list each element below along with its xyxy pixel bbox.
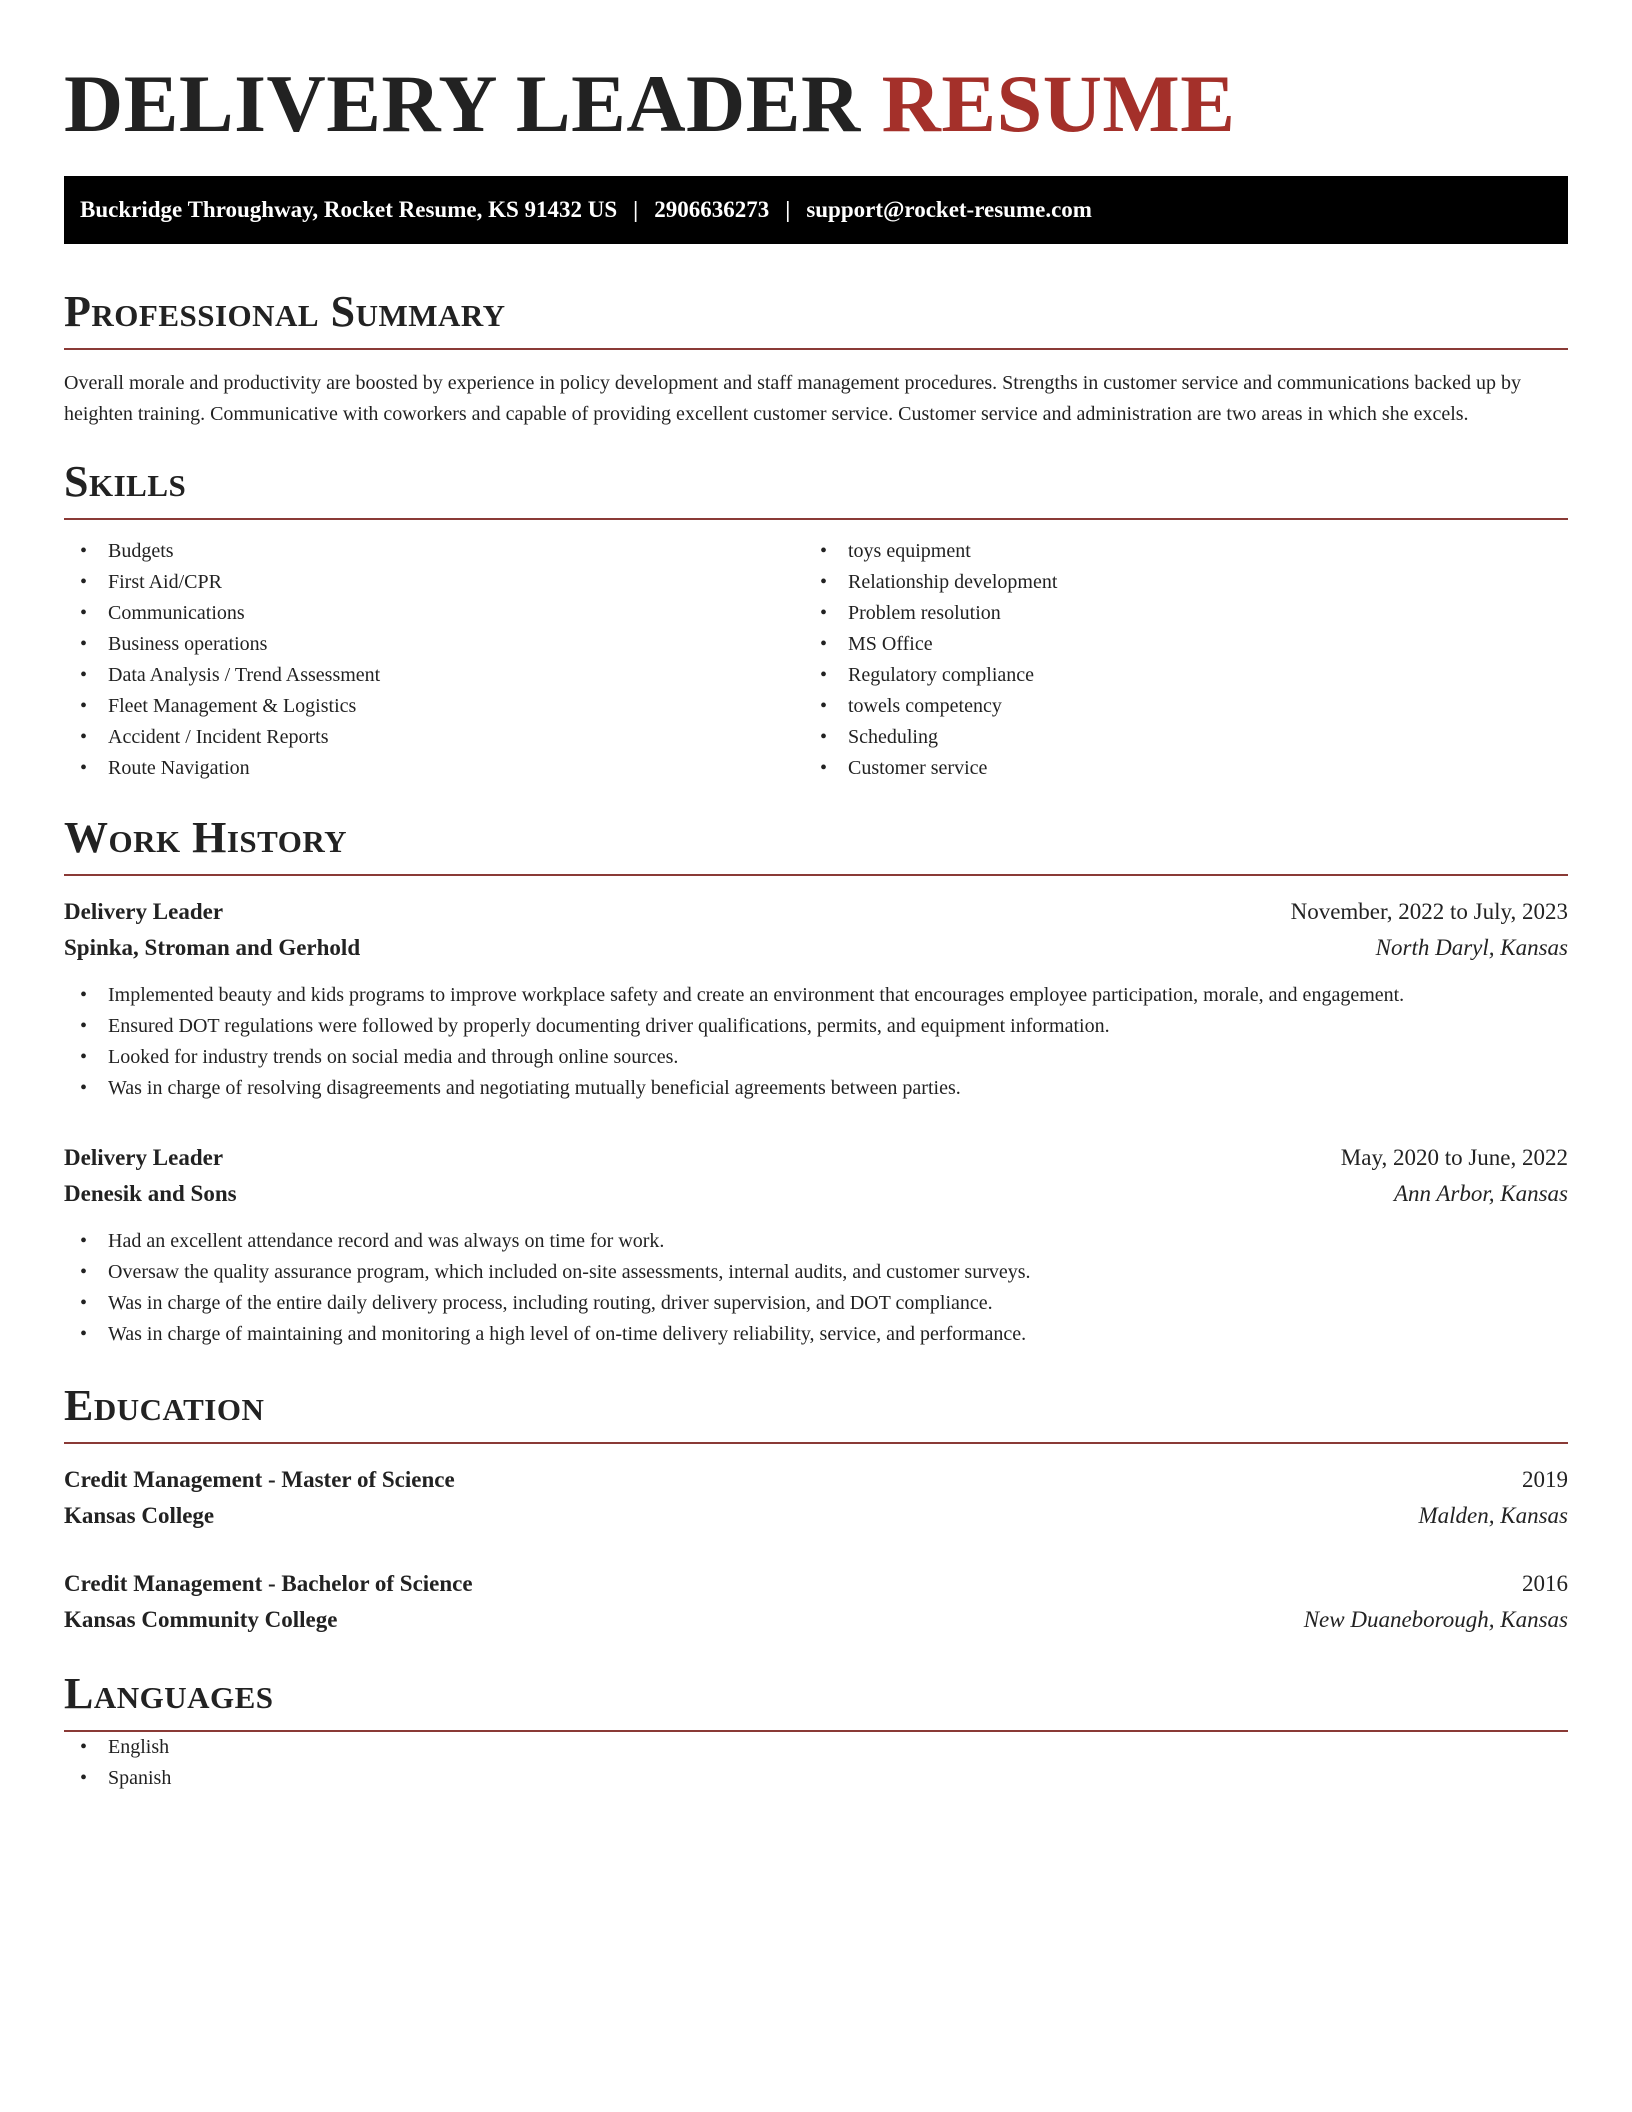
skill-item: • First Aid/CPR [64, 567, 804, 598]
job-bullet: • Ensured DOT regulations were followed by properly documenting driver qualifications, permits, and equipment information. [64, 1011, 1568, 1042]
contact-phone[interactable]: 2906636273 [654, 197, 770, 222]
skill-item: • Route Navigation [64, 753, 804, 784]
skill-item: • towels competency [804, 691, 1568, 722]
skill-item: • Accident / Incident Reports [64, 722, 804, 753]
job-bullet: • Was in charge of the entire daily delivery process, including routing, driver supervision, and DOT compliance. [64, 1288, 1568, 1319]
skill-item: • Budgets [64, 536, 804, 567]
job-bullets [64, 980, 1568, 1104]
education-heading: Education [64, 1381, 265, 1430]
contact-separator: | [633, 197, 639, 222]
job-bullet: • Was in charge of maintaining and monitoring a high level of on-time delivery reliability, service, and performance. [64, 1319, 1568, 1350]
job-bullets [64, 1226, 1568, 1350]
education-school: Kansas Community College [64, 1607, 338, 1632]
language-item: • Spanish [64, 1763, 1568, 1794]
skill-item: • Customer service [804, 753, 1568, 784]
education-degree: Credit Management - Master of Science [64, 1467, 455, 1492]
skills-column-right [804, 536, 1568, 784]
work-history-heading: Work History [64, 813, 348, 862]
education-entry [64, 1462, 1568, 1534]
skill-item: • MS Office [804, 629, 1568, 660]
contact-address: Buckridge Throughway, Rocket Resume, KS 91432 US [80, 197, 618, 222]
education-school: Kansas College [64, 1503, 215, 1528]
skill-item: • Data Analysis / Trend Assessment [64, 660, 804, 691]
skills-list-left [64, 536, 804, 784]
language-item: • English [64, 1732, 1568, 1763]
skill-item: • Business operations [64, 629, 804, 660]
skill-item: • toys equipment [804, 536, 1568, 567]
job-header-row [64, 894, 1568, 930]
summary-text: Overall morale and productivity are boosted by experience in policy development and staff management procedures. Strengths in customer service and communications backed up by heighten training. Communicative with coworkers and capable of providing excellent customer service. Customer service and administration are two areas in which she excels. [64, 372, 1521, 425]
job-header-row [64, 1140, 1568, 1176]
job-location: Ann Arbor, Kansas [1393, 1181, 1568, 1206]
skill-item: • Communications [64, 598, 804, 629]
languages-heading: Languages [64, 1669, 274, 1718]
languages-section [64, 1668, 1568, 1794]
education-degree-row [64, 1462, 1568, 1498]
job-location: North Daryl, Kansas [1375, 935, 1568, 960]
job-title: Delivery Leader [64, 899, 224, 924]
education-school-row [64, 1602, 1568, 1638]
education-year: 2016 [1522, 1571, 1568, 1596]
education-year: 2019 [1522, 1467, 1568, 1492]
job-bullet: • Looked for industry trends on social media and through online sources. [64, 1042, 1568, 1073]
education-school-row [64, 1498, 1568, 1534]
skills-section [64, 456, 1568, 784]
summary-section [64, 286, 1568, 430]
section-divider [64, 348, 1568, 350]
skill-item: • Fleet Management & Logistics [64, 691, 804, 722]
skills-heading: Skills [64, 457, 187, 506]
title-accent: RESUME [881, 58, 1236, 149]
job-title: Delivery Leader [64, 1145, 224, 1170]
work-history-section [64, 812, 1568, 1350]
section-divider [64, 518, 1568, 520]
job-entry [64, 1140, 1568, 1350]
skill-item: • Scheduling [804, 722, 1568, 753]
job-entry [64, 894, 1568, 1104]
education-entry [64, 1566, 1568, 1638]
section-divider [64, 1442, 1568, 1444]
education-location: Malden, Kansas [1418, 1503, 1568, 1528]
section-divider [64, 874, 1568, 876]
job-dates: May, 2020 to June, 2022 [1340, 1145, 1568, 1170]
job-company: Denesik and Sons [64, 1181, 237, 1206]
job-bullet: • Had an excellent attendance record and was always on time for work. [64, 1226, 1568, 1257]
languages-list [64, 1732, 1568, 1794]
job-company-row [64, 930, 1568, 966]
skills-column-left [64, 536, 804, 784]
job-bullet: • Was in charge of resolving disagreements and negotiating mutually beneficial agreements between parties. [64, 1073, 1568, 1104]
job-bullet: • Oversaw the quality assurance program, which included on-site assessments, internal audits, and customer surveys. [64, 1257, 1568, 1288]
job-company-row [64, 1176, 1568, 1212]
skills-list-right [804, 536, 1568, 784]
skill-item: • Problem resolution [804, 598, 1568, 629]
skill-item: • Regulatory compliance [804, 660, 1568, 691]
skills-grid [64, 536, 1568, 784]
education-degree: Credit Management - Bachelor of Science [64, 1571, 473, 1596]
skill-item: • Relationship development [804, 567, 1568, 598]
contact-bar [64, 176, 1568, 244]
contact-separator: | [785, 197, 791, 222]
job-company: Spinka, Stroman and Gerhold [64, 935, 361, 960]
education-degree-row [64, 1566, 1568, 1602]
education-section [64, 1380, 1568, 1638]
education-location: New Duaneborough, Kansas [1303, 1607, 1568, 1632]
summary-heading: Professional Summary [64, 287, 506, 336]
resume-title [64, 56, 1568, 152]
job-bullet: • Implemented beauty and kids programs to improve workplace safety and create an environment that encourages employee participation, morale, and engagement. [64, 980, 1568, 1011]
job-dates: November, 2022 to July, 2023 [1290, 899, 1568, 924]
title-main: DELIVERY LEADER [64, 58, 861, 149]
contact-email[interactable]: support@rocket-resume.com [806, 197, 1092, 222]
